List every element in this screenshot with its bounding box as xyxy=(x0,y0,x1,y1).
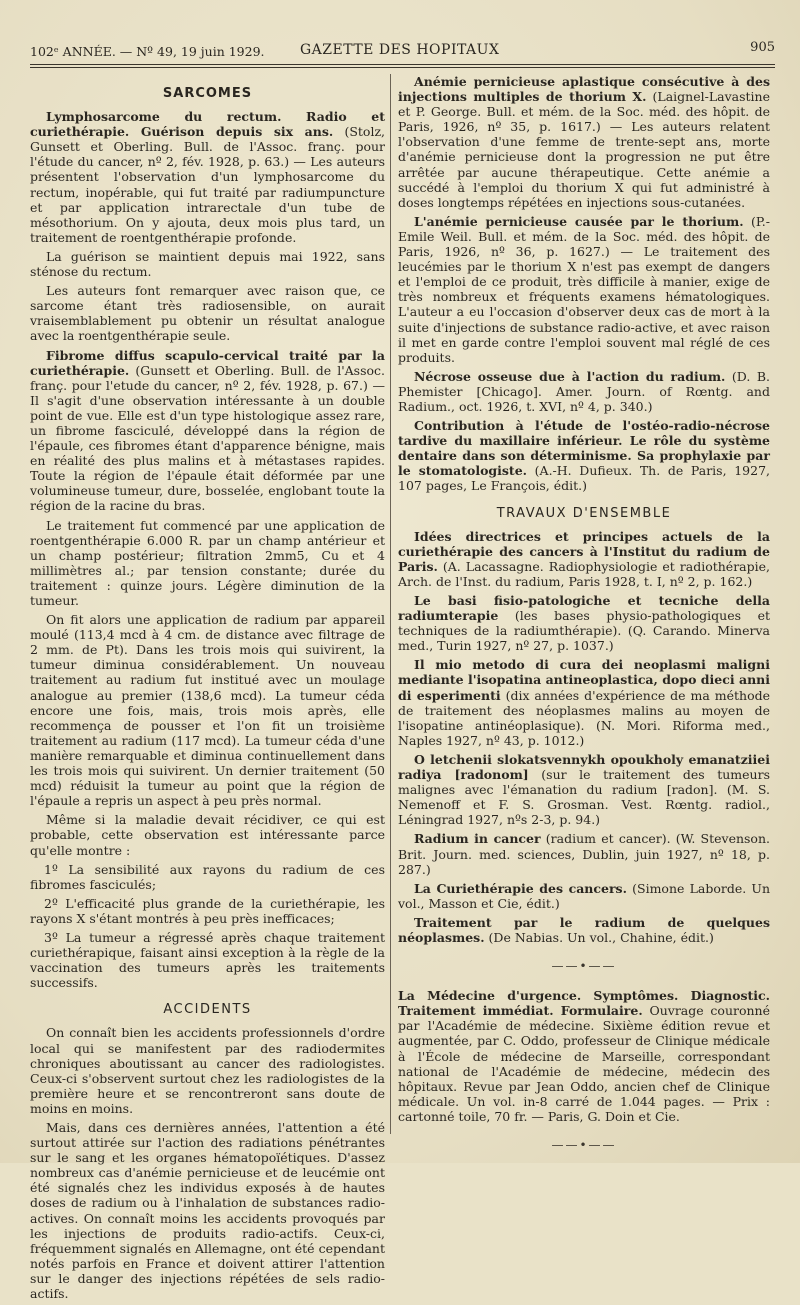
entry-body: La guérison se maintient depuis mai 1922, sans sténose du rectum. xyxy=(30,248,385,280)
entry-paragraph xyxy=(30,249,385,279)
entry-paragraph xyxy=(398,369,770,414)
entry-title: Traitement par le radium de quelques néoplasmes. xyxy=(398,914,770,945)
entry-body: (les bases physio-pathologiques et techniques de la radiumthérapie). (Q. Carando. Minerva med., Turin 1927, nº 27, p. 1037.) xyxy=(398,608,770,654)
section-heading-accidents: ACCIDENTS xyxy=(163,1002,252,1018)
entry-body: (P.-Emile Weil. Bull. et mém. de la Soc. méd. des hôpit. de Paris, 1926, nº 36, p. 1627.) — Le traitement des leucémies par le thorium X n'est pas exempt de dangers et l'emploi de ce produit, très difficile à manier, exige de très nombreux et fréquents examens hématologiques. L'auteur a eu l'occasion d'observer deux cas de mort à la suite d'injections de substance radio-active, et avec raison il met en garde contre l'emploi souvent mal réglé de ces produits. xyxy=(398,213,770,365)
accidents-intro xyxy=(30,1025,385,1301)
entry-body: (De Nabias. Un vol., Chahine, édit.) xyxy=(484,929,714,945)
entry-title: La Curiethérapie des cancers. xyxy=(414,880,627,896)
journal-title: GAZETTE DES HOPITAUX xyxy=(300,42,500,58)
entry-paragraph xyxy=(398,831,770,876)
book-body: Ouvrage couronné par l'Académie de médecine. Sixième édition revue et augmentée, par C. Oddo, professeur de Clinique médicale à l'École de médecine de Marseille, correspondant national de l'Académie de médecine, médecin des hôpitaux. Revue par Jean Oddo, ancien chef de Clinique médicale. Un vol. in-8 carré de 1.044 pages. — Prix : cartonné toile, 70 fr. — Paris, G. Doin et Cie. xyxy=(398,1003,770,1124)
entry-body: Les auteurs font remarquer avec raison que, ce sarcome étant très radiosensible, on aurait vraisemblablement pu obtenir un résultat analogue avec la roentgenthérapie seule. xyxy=(30,283,385,344)
entry-paragraph xyxy=(30,812,385,857)
paragraph-text: 3º La tumeur a régressé après chaque traitement curiethérapique, faisant ainsi exception à la règle de la vaccination des tumeurs après les traitements successifs. xyxy=(30,929,385,991)
entry-paragraph xyxy=(398,214,770,365)
entry-title: Il mio metodo di cura dei neoplasmi maligni mediante l'isopatina antineoplastica, dopo dieci anni di esperimenti xyxy=(398,657,770,703)
page-header xyxy=(30,40,775,62)
entry-paragraph xyxy=(30,518,385,609)
entry-body: (dix années d'expérience de ma méthode de traitement des néoplasmes malins au moyen de l'isopatine antinéoplasique). (N. Mori. Riforma med., Naples 1927, nº 43, p. 1012.) xyxy=(398,687,770,748)
paragraph-text: Mais, dans ces dernières années, l'attention a été surtout attirée sur l'action des radiations pénétrantes sur le sang et les organes hématopoïétiques. D'assez nombreux cas d'anémie pernicieuse et de leucémie ont été signalés chez les individus exposés à de hautes doses de radium ou à l'inhalation de substances radio-actives. On connaît moins les accidents provoqués par les injections de produits radio-actifs. Ceux-ci, fréquemment signalés en Allemagne, ont été cependant notés parfois en France et doivent attirer l'attention sur le danger des injections répétées de sels radio-actifs. xyxy=(30,1120,385,1302)
entry-body: (Simone Laborde. Un vol., Masson et Cie, édit.) xyxy=(398,880,770,911)
entry-paragraph xyxy=(30,109,385,245)
entry-body: (radium et cancer). (W. Stevenson. Brit. Journ. med. sciences, Dublin, juin 1927, nº 18, p. 287.) xyxy=(398,831,770,877)
entry-body: (D. B. Phemister [Chicago]. Amer. Journ. of Rœntg. and Radium., oct. 1926, t. XVI, nº 4, p. 340.) xyxy=(398,368,770,414)
entry-paragraph xyxy=(398,593,770,653)
left-column xyxy=(30,74,385,1305)
entry-paragraph xyxy=(30,612,385,808)
entry-title: L'anémie pernicieuse causée par le thorium. xyxy=(414,213,744,229)
entry-title: Lymphosarcome du rectum. Radio et curiethérapie. Guérison depuis six ans. xyxy=(30,109,385,140)
entry-paragraph xyxy=(30,283,385,343)
entry-paragraph xyxy=(30,896,385,926)
entry-title: Le basi fisio-patologiche et tecniche della radiumterapie xyxy=(398,593,770,624)
entry-paragraph xyxy=(398,529,770,589)
entry-paragraph xyxy=(398,881,770,911)
entry-title: O letchenii slokatsvennykh opoukholy emanatziiei radiya [radonom] xyxy=(398,751,770,783)
right-column xyxy=(398,74,770,1167)
entry-paragraph xyxy=(398,752,770,827)
book-title: La Médecine d'urgence. Symptômes. Diagnostic. Traitement immédiat. Formulaire. xyxy=(398,988,770,1019)
entry-paragraph xyxy=(30,1025,385,1116)
section-heading-sarcomes: SARCOMES xyxy=(162,86,253,101)
issue-info: 102ᵉ ANNÉE. — Nº 49, 19 juin 1929. xyxy=(30,44,265,59)
accidents-items xyxy=(398,74,770,494)
entry-title: Nécrose osseuse due à l'action du radium. xyxy=(414,368,726,384)
separator-ornament: ——•—— xyxy=(551,959,617,974)
entry-paragraph xyxy=(30,348,385,514)
entry-paragraph xyxy=(30,930,385,990)
entry-body: (Stolz, Gunsett et Oberling. Bull. de l'Assoc. franç. pour l'étude du cancer, nº 2, fév. 1928, p. 63.) — Les auteurs présentent l'observation d'un lymphosarcome du rectum, inopérable, qui fut traité par radiumpuncture et par application intrarectale d'un tube de mésothorium. On y ajouta, deux mois plus tard, un traitement de roentgenthérapie profonde. xyxy=(30,124,385,245)
entry-paragraph xyxy=(398,74,770,210)
separator-ornament: ——•—— xyxy=(551,1138,617,1152)
entry-body: (Laignel-Lavastine et P. George. Bull. et mém. de la Soc. méd. des hôpit. de Paris, 1926, nº 35, p. 1617.) — Les auteurs relatent l'observation d'une femme de trente-sept ans, morte d'anémie pernicieuse dont la progression ne put être arrêtée par aucune thérapeutique. Cette anémie a succédé à l'emploi du thorium X qui fut administré à doses longtemps répétées en injections sous-cutanées. xyxy=(398,89,770,210)
entry-body: (A.-H. Dufieux. Th. de Paris, 1927, 107 pages, Le François, édit.) xyxy=(398,463,770,494)
entry-paragraph xyxy=(30,1120,385,1301)
entry-body: (A. Lacassagne. Radiophysiologie et radiothérapie, Arch. de l'Inst. du radium, Paris 1928, t. I, nº 2, p. 162.) xyxy=(398,558,770,589)
entry-title: Contribution à l'étude de l'ostéo-radio-nécrose tardive du maxillaire inférieur. Le rôle du système dentaire dans son déterminisme. Sa prophylaxie par le stomatologiste. xyxy=(398,418,770,479)
entry-title: Fibrome diffus scapulo-cervical traité par la curiethérapie. xyxy=(30,347,385,378)
entry-title: Idées directrices et principes actuels de la curiethérapie des cancers à l'Institut du radium de Paris. xyxy=(398,528,770,574)
sarcomes-section xyxy=(30,109,385,858)
entry-paragraph xyxy=(398,915,770,945)
entry-title: Anémie pernicieuse aplastique consécutive à des injections multiples de thorium X. xyxy=(398,74,770,105)
entry-paragraph xyxy=(398,418,770,493)
column-divider xyxy=(390,74,391,1134)
header-rule xyxy=(30,64,775,68)
book-entry xyxy=(398,988,770,1124)
book-review xyxy=(398,988,770,1124)
page-number: 905 xyxy=(750,40,775,55)
paragraph-text: 1º La sensibilité aux rayons du radium de ces fibromes fasciculés; xyxy=(30,861,385,892)
entry-title: Radium in cancer xyxy=(414,831,541,847)
paragraph-text: 2º L'efficacité plus grande de la curiethérapie, les rayons X s'étant montrés à peu près inefficaces; xyxy=(30,895,385,926)
entry-body: Le traitement fut commencé par une application de roentgenthérapie 6.000 R. par un champ antérieur et un champ postérieur; filtration 2mm5, Cu et 4 millimètres al.; par tension constante; durée du traitement : quinze jours. Légère diminution de la tumeur. xyxy=(30,517,385,608)
entry-body: On fit alors une application de radium par appareil moulé (113,4 mcd à 4 cm. de distance avec filtrage de 2 mm. de Pt). Dans les trois mois qui suivirent, la tumeur diminua considérablement. Un nouveau traitement au radium fut institué avec un moulage analogue au premier (138,6 mcd). La tumeur céda encore une fois, mais, trois mois après, elle recommença de pousser et l'on fit un troisième traitement au radium (117 mcd). La tumeur céda d'une manière remarquable et diminua continuellement dans les trois mois qui suivirent. Un dernier traitement (50 mcd) réduisit la tumeur au point que la région de l'épaule a repris un aspect à peu près normal. xyxy=(30,612,385,809)
travaux-section xyxy=(398,529,770,945)
entry-body: Même si la maladie devait récidiver, ce qui est probable, cette observation est intéressante parce qu'elle montre : xyxy=(30,812,385,858)
paragraph-text: On connaît bien les accidents professionnels d'ordre local qui se manifestent par des radiodermites chroniques aboutissant au cancer des radiologistes. Ceux-ci s'observent surtout chez les radiologistes de la première heure et se rencontreront sans doute de moins en moins. xyxy=(30,1025,385,1116)
entry-paragraph xyxy=(30,862,385,892)
entry-paragraph xyxy=(398,657,770,748)
findings-list xyxy=(30,862,385,991)
entry-body: (Gunsett et Oberling. Bull. de l'Assoc. franç. pour l'etude du cancer, nº 2, fév. 1928, p. 67.) — Il s'agit d'une observation intéressante à un double point de vue. Elle est d'un type histologique assez rare, un fibrome fasciculé, développé dans la région de l'épaule, ces fibromes étant d'apparence bénigne, mais en réalité des plus malins et à métastases rapides. Toute la région de l'épaule était déformée par une volumineuse tumeur, dure, bosselée, englobant toute la région de la racine du bras. xyxy=(30,362,385,514)
section-heading-travaux: TRAVAUX D'ENSEMBLE xyxy=(496,505,672,521)
entry-body: (sur le traitement des tumeurs malignes avec l'émanation du radium [radon]. (M. S. Nemenoff et F. S. Grosman. Vest. Rœntg. radiol., Léningrad 1927, nºs 2-3, p. 94.) xyxy=(398,767,770,828)
